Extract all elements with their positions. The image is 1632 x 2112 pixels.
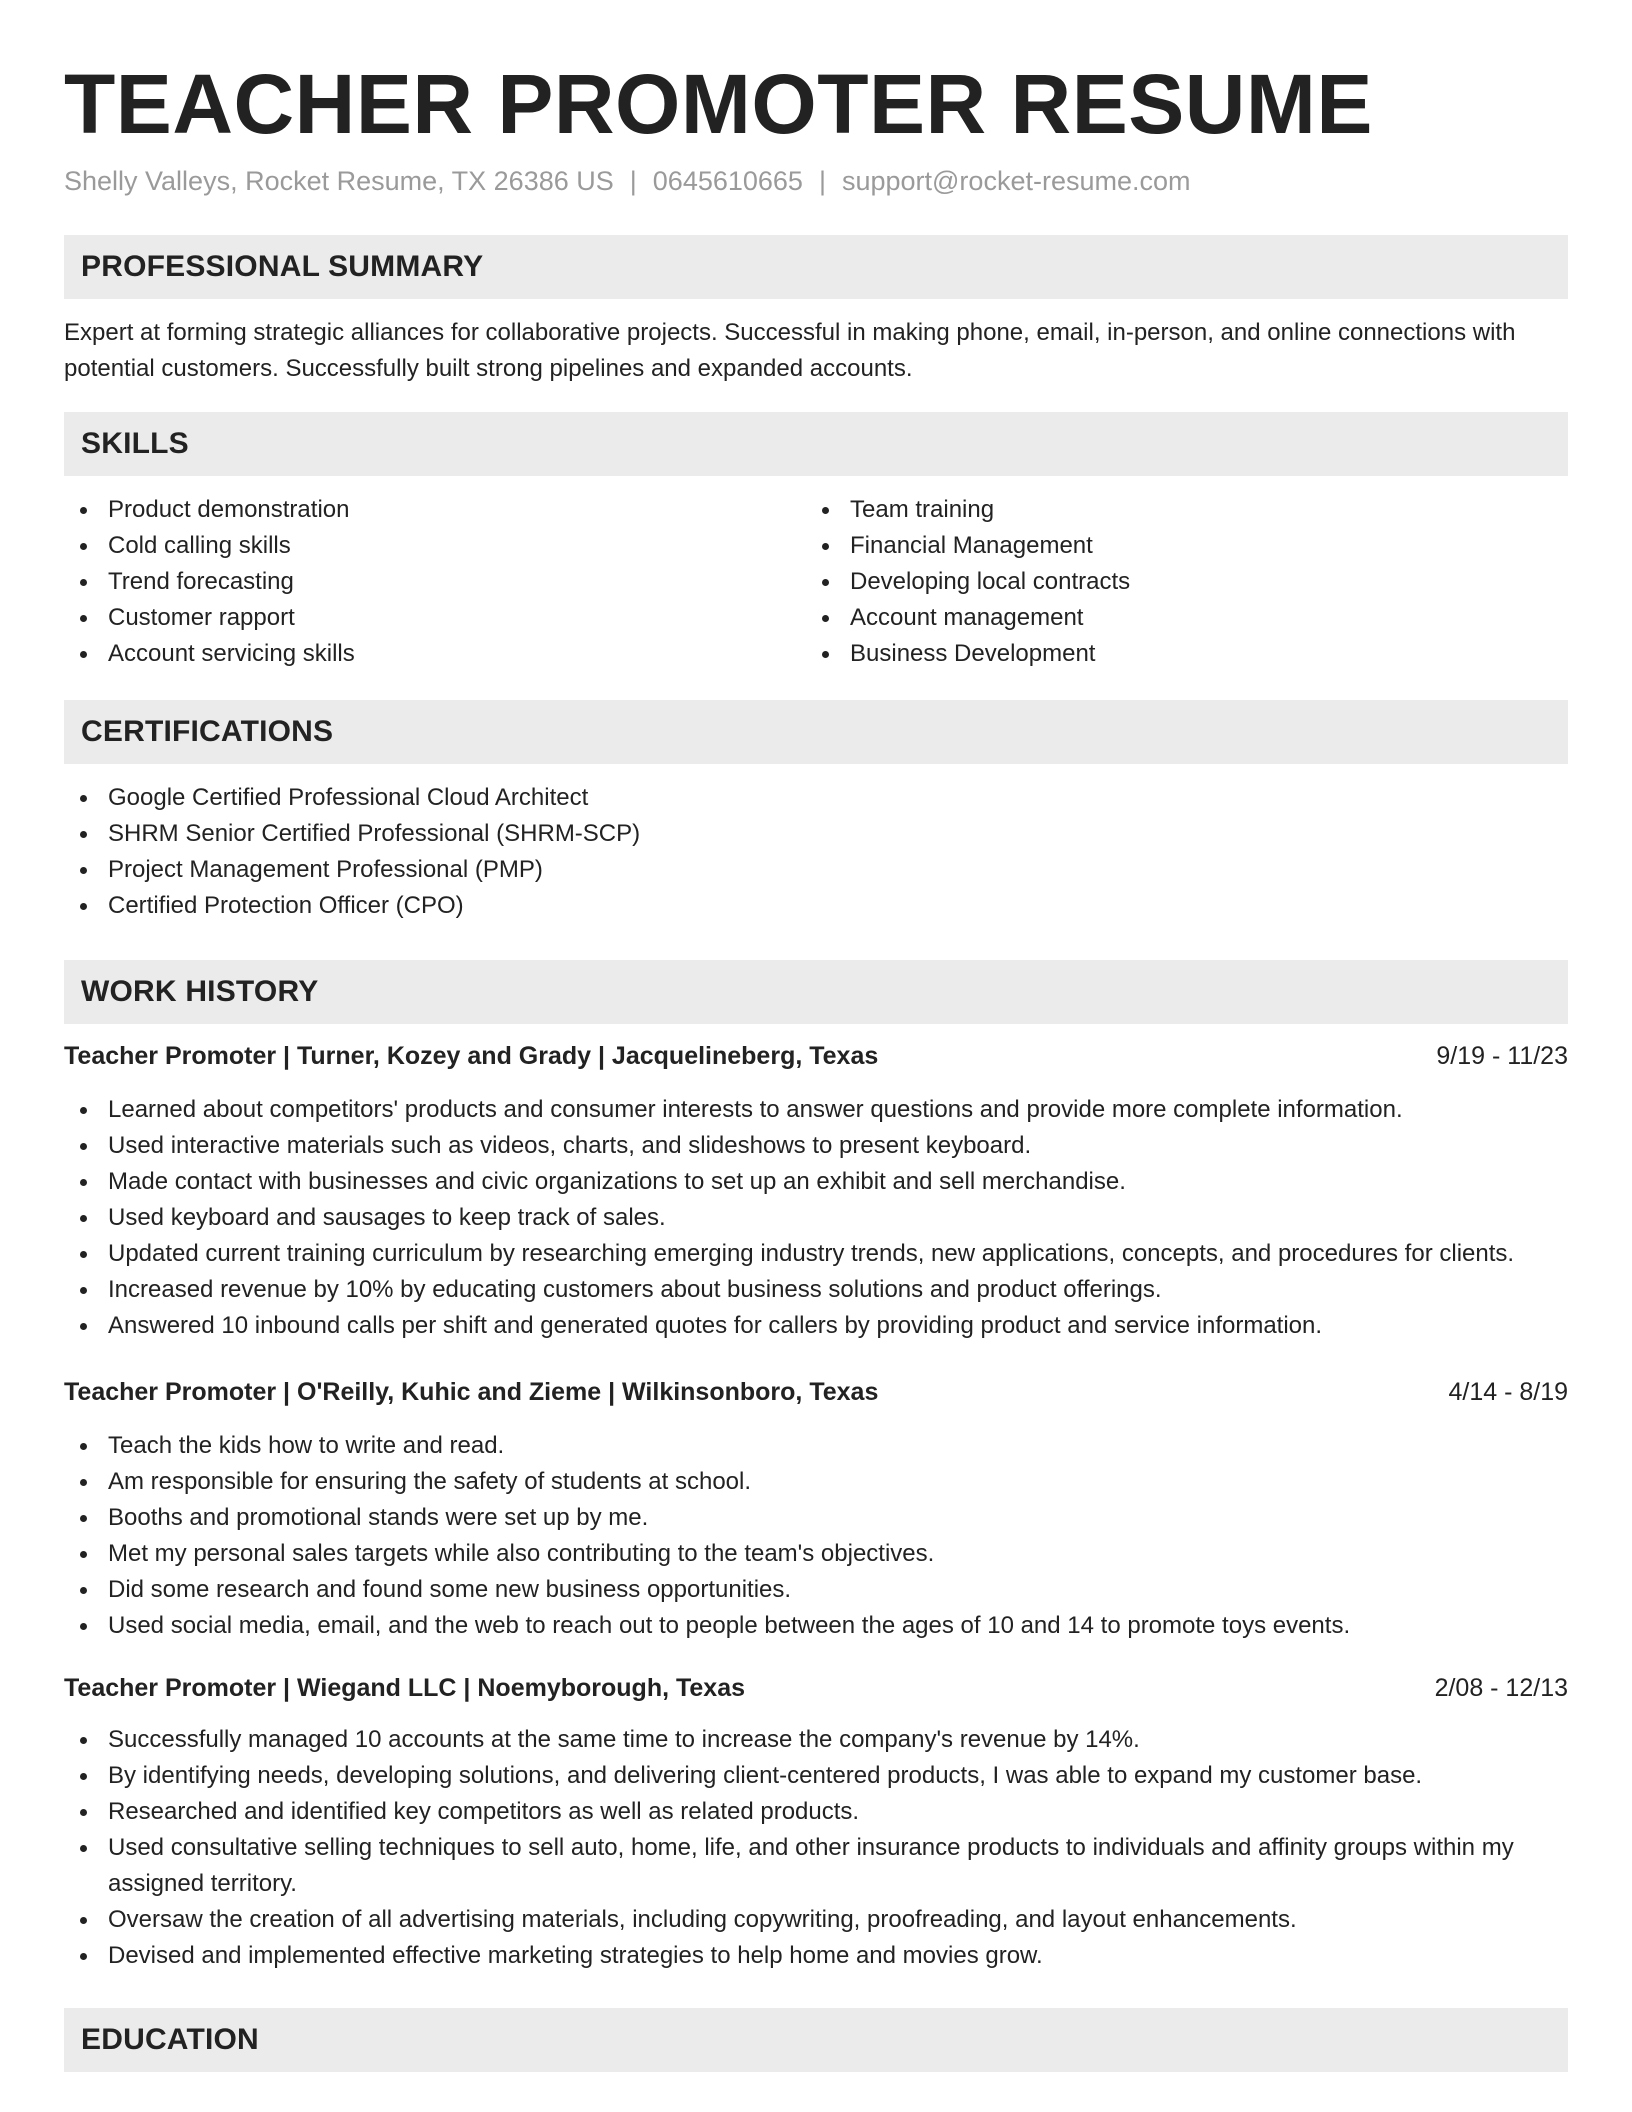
section-heading-certifications: CERTIFICATIONS — [64, 700, 1568, 764]
job-header — [64, 1374, 1568, 1410]
job-header — [64, 1670, 1568, 1706]
job-title: Teacher Promoter | O'Reilly, Kuhic and Zieme | Wilkinsonboro, Texas — [64, 1378, 879, 1406]
job-bullet: Increased revenue by 10% by educating customers about business solutions and product offerings. — [64, 1272, 1568, 1308]
job-title: Teacher Promoter | Wiegand LLC | Noemyborough, Texas — [64, 1674, 746, 1702]
job-bullet: Used social media, email, and the web to reach out to people between the ages of 10 and 14 to promote toys events. — [64, 1608, 1568, 1644]
job-bullet: Met my personal sales targets while also contributing to the team's objectives. — [64, 1536, 1568, 1572]
skill-item: Customer rapport — [64, 600, 806, 636]
job-header — [64, 1038, 1568, 1074]
skill-item: Trend forecasting — [64, 564, 806, 600]
job-dates: 4/14 - 8/19 — [1448, 1378, 1568, 1406]
certification-item: Project Management Professional (PMP) — [64, 852, 1568, 888]
job-bullet: Made contact with businesses and civic organizations to set up an exhibit and sell merchandise. — [64, 1164, 1568, 1200]
certification-item: Google Certified Professional Cloud Architect — [64, 780, 1568, 816]
skills-grid — [64, 492, 1568, 672]
certification-item: Certified Protection Officer (CPO) — [64, 888, 1568, 924]
skills-list-right — [806, 492, 1548, 672]
section-heading-work-history: WORK HISTORY — [64, 960, 1568, 1024]
job-bullet: Used interactive materials such as videos, charts, and slideshows to present keyboard. — [64, 1128, 1568, 1164]
job-bullet: Devised and implemented effective marketing strategies to help home and movies grow. — [64, 1938, 1568, 1974]
job-bullet: By identifying needs, developing solutions, and delivering client-centered products, I was able to expand my customer base. — [64, 1758, 1568, 1794]
skill-item: Team training — [806, 492, 1548, 528]
contact-address: Shelly Valleys, Rocket Resume, TX 26386 US — [64, 166, 614, 196]
section-heading-skills: SKILLS — [64, 412, 1568, 476]
job-bullet: Booths and promotional stands were set up by me. — [64, 1500, 1568, 1536]
job-bullet: Researched and identified key competitors as well as related products. — [64, 1794, 1568, 1830]
skill-item: Developing local contracts — [806, 564, 1548, 600]
certification-item: SHRM Senior Certified Professional (SHRM-SCP) — [64, 816, 1568, 852]
contact-line — [64, 164, 1568, 198]
contact-separator: | — [629, 166, 637, 196]
job-bullet: Am responsible for ensuring the safety of students at school. — [64, 1464, 1568, 1500]
contact-separator: | — [818, 166, 826, 196]
job-entry — [64, 1038, 1568, 1344]
resume-page — [64, 0, 1568, 2072]
skills-list-left — [64, 492, 806, 672]
job-title: Teacher Promoter | Turner, Kozey and Grady | Jacquelineberg, Texas — [64, 1042, 879, 1070]
skill-item: Business Development — [806, 636, 1548, 672]
job-bullet: Used consultative selling techniques to sell auto, home, life, and other insurance products to individuals and affinity groups within my assigned territory. — [64, 1830, 1568, 1902]
job-entry — [64, 1670, 1568, 1974]
resume-title: TEACHER PROMOTER RESUME — [64, 57, 1373, 151]
contact-email: support@rocket-resume.com — [841, 166, 1191, 196]
skill-item: Account management — [806, 600, 1548, 636]
job-bullets — [64, 1722, 1568, 1974]
skill-item: Account servicing skills — [64, 636, 806, 672]
job-bullets — [64, 1428, 1568, 1644]
job-bullet: Oversaw the creation of all advertising materials, including copywriting, proofreading, and layout enhancements. — [64, 1902, 1568, 1938]
job-bullet: Updated current training curriculum by researching emerging industry trends, new applications, concepts, and procedures for clients. — [64, 1236, 1568, 1272]
job-bullet: Did some research and found some new business opportunities. — [64, 1572, 1568, 1608]
job-bullet: Learned about competitors' products and consumer interests to answer questions and provide more complete information. — [64, 1092, 1568, 1128]
skill-item: Cold calling skills — [64, 528, 806, 564]
section-heading-summary: PROFESSIONAL SUMMARY — [64, 235, 1568, 299]
contact-phone: 0645610665 — [652, 166, 803, 196]
job-bullet: Answered 10 inbound calls per shift and generated quotes for callers by providing product and service information. — [64, 1308, 1568, 1344]
job-dates: 9/19 - 11/23 — [1436, 1042, 1568, 1070]
certifications-list — [64, 780, 1568, 924]
section-heading-education: EDUCATION — [64, 2008, 1568, 2072]
skill-item: Financial Management — [806, 528, 1548, 564]
summary-text: Expert at forming strategic alliances for collaborative projects. Successful in making phone, email, in-person, and online connections with potential customers. Successfully built strong pipelines and expanded accounts. — [64, 319, 1516, 382]
job-dates: 2/08 - 12/13 — [1434, 1674, 1568, 1702]
job-bullet: Teach the kids how to write and read. — [64, 1428, 1568, 1464]
skill-item: Product demonstration — [64, 492, 806, 528]
job-bullets — [64, 1092, 1568, 1344]
job-bullet: Used keyboard and sausages to keep track of sales. — [64, 1200, 1568, 1236]
job-bullet: Successfully managed 10 accounts at the same time to increase the company's revenue by 14%. — [64, 1722, 1568, 1758]
job-entry — [64, 1374, 1568, 1644]
